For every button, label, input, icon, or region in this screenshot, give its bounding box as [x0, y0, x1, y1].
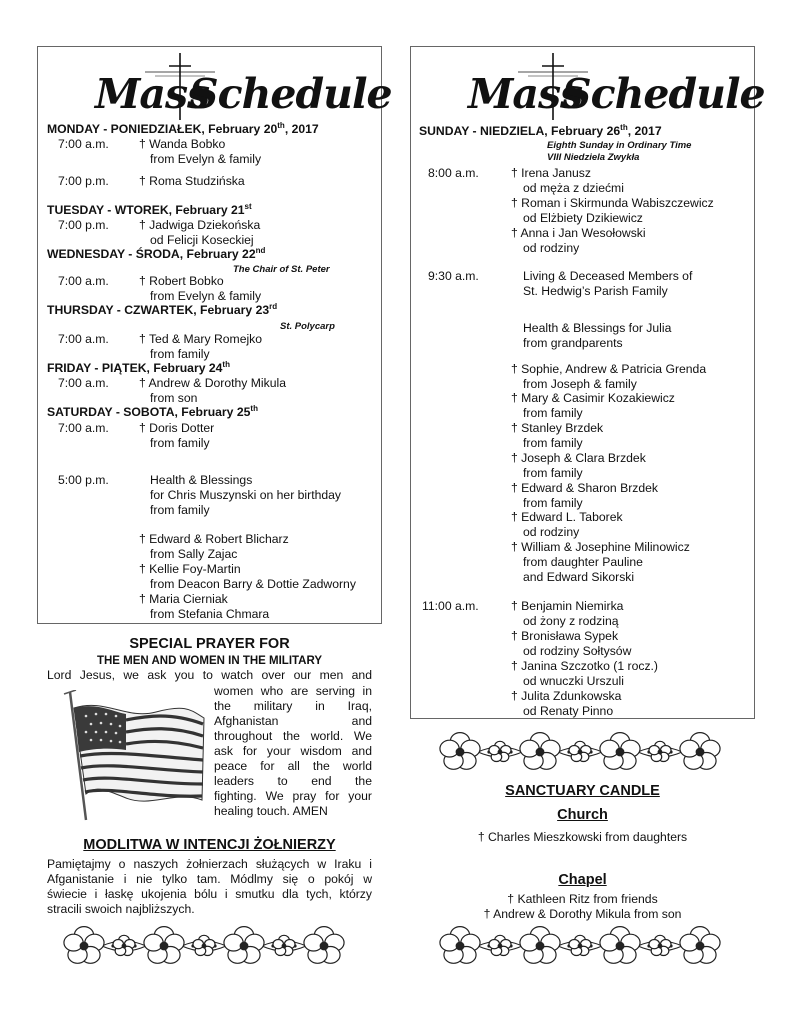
sanctuary-candle-title: SANCTUARY CANDLE [505, 783, 660, 799]
mass-time: 7:00 a.m. [58, 274, 109, 288]
logo-word-mass: Mass [468, 70, 583, 118]
polish-prayer-title: MODLITWA W INTENCJI ŻOŁNIERZY [83, 837, 336, 853]
day-sunday: SUNDAY - NIEDZIELA, February 26th, 2017 [419, 122, 662, 138]
intention-from: od Felicji Koseckiej [150, 233, 254, 247]
mass-time: 7:00 p.m. [58, 218, 109, 232]
intention: † Mary & Casimir Kozakiewicz [511, 391, 675, 405]
church-heading: Church [557, 807, 608, 823]
flower-border [438, 924, 728, 969]
logo-word-mass: Mass [95, 70, 210, 118]
intention: † Ted & Mary Romejko [139, 332, 263, 346]
intention: Health & Blessings for Julia [523, 321, 672, 335]
prayer-line: Lord Jesus, we ask you to watch over our men and [47, 668, 372, 682]
flower-border [438, 730, 728, 775]
intention-from: od wnuczki Urszuli [523, 674, 624, 688]
intention-from: from Sally Zajac [150, 547, 238, 561]
intention: † Bronisława Sypek [511, 629, 619, 643]
feast-label: St. Polycarp [280, 321, 335, 332]
feast-label-polish: VIII Niedziela Zwykła [547, 152, 640, 163]
intention: † William & Josephine Milinowicz [511, 540, 690, 554]
intention: Health & Blessings [150, 473, 253, 487]
intention: † Edward & Sharon Brzdek [511, 481, 659, 495]
prayer-line: peace for all the world [214, 759, 372, 773]
intention: † Benjamin Niemirka [511, 599, 624, 613]
intention-from: and Edward Sikorski [523, 570, 635, 584]
day-monday: MONDAY - PONIEDZIAŁEK, February 20th, 2017 [47, 120, 319, 136]
logo-word-schedule: Schedule [189, 70, 392, 118]
mass-time: 5:00 p.m. [58, 473, 109, 487]
intention-from: from grandparents [523, 336, 623, 350]
day-wednesday: WEDNESDAY - ŚRODA, February 22nd [47, 245, 266, 261]
prayer-line: ask for your wisdom and [214, 744, 372, 758]
intention-from: from daughter Pauline [523, 555, 643, 569]
intention-from: from son [150, 391, 198, 405]
intention-from: od Renaty Pinno [523, 704, 614, 718]
intention-from: od rodziny Sołtysów [523, 644, 632, 658]
intention-from: od żony z rodziną [523, 614, 619, 628]
intention: † Anna i Jan Wesołowski [511, 226, 646, 240]
church-candle-line: † Charles Mieszkowski from daughters [477, 830, 688, 844]
intention: † Janina Szczotko (1 rocz.) [511, 659, 658, 673]
intention: † Maria Cierniak [139, 592, 228, 606]
intention: † Irena Janusz [511, 166, 591, 180]
intention-from: St. Hedwig’s Parish Family [523, 284, 668, 298]
prayer-line: healing touch. AMEN [214, 804, 328, 818]
intention-from: from family [150, 436, 210, 450]
intention: † Jadwiga Dziekońska [139, 218, 261, 232]
logo-word-schedule: Schedule [562, 70, 765, 118]
day-thursday: THURSDAY - CZWARTEK, February 23rd [47, 301, 278, 317]
prayer-line: Afghanistan and [214, 714, 372, 728]
mass-schedule-logo [458, 50, 765, 122]
intention: † Wanda Bobko [139, 137, 226, 151]
intention: † Edward & Robert Blicharz [139, 532, 289, 546]
flag-illustration [56, 690, 206, 822]
mass-schedule-logo [85, 50, 392, 122]
prayer-line: fighting. We pray for your [214, 789, 372, 803]
prayer-line: leaders to end the [214, 774, 372, 788]
intention: † Robert Bobko [139, 274, 224, 288]
flower-border [62, 924, 352, 969]
mass-time: 7:00 a.m. [58, 332, 109, 346]
day-saturday: SATURDAY - SOBOTA, February 25th [47, 403, 258, 419]
intention: † Joseph & Clara Brzdek [511, 451, 646, 465]
intention-from: from Joseph & family [523, 377, 637, 391]
intention-from: od rodziny [523, 525, 580, 539]
mass-time: 9:30 a.m. [428, 269, 479, 283]
chapel-candle-line: † Andrew & Dorothy Mikula from son [483, 907, 682, 921]
intention: † Kellie Foy-Martin [139, 562, 241, 576]
chapel-heading: Chapel [558, 872, 607, 888]
special-prayer-title: SPECIAL PRAYER FOR [129, 636, 290, 652]
intention-from: from family [523, 406, 583, 420]
intention-from: from family [523, 466, 583, 480]
intention: † Andrew & Dorothy Mikula [139, 376, 286, 390]
intention: † Stanley Brzdek [511, 421, 604, 435]
mass-time: 7:00 a.m. [58, 376, 109, 390]
intention: † Doris Dotter [139, 421, 215, 435]
intention-from: from Deacon Barry & Dottie Zadworny [150, 577, 356, 591]
mass-time: 7:00 a.m. [58, 421, 109, 435]
intention-from: from family [150, 503, 210, 517]
mass-time: 7:00 p.m. [58, 174, 109, 188]
chapel-candle-line: † Kathleen Ritz from friends [507, 892, 658, 906]
intention: † Julita Zdunkowska [511, 689, 622, 703]
mass-time: 8:00 a.m. [428, 166, 479, 180]
intention: † Sophie, Andrew & Patricia Grenda [511, 362, 707, 376]
intention: † Edward L. Taborek [511, 510, 623, 524]
polish-prayer-line: Pamiętajmy o naszych żołnierzach służących w Iraku i [47, 857, 372, 871]
intention-from: from family [523, 436, 583, 450]
intention-from: od Elżbiety Dzikiewicz [523, 211, 643, 225]
intention: † Roma Studzińska [139, 174, 245, 188]
prayer-line: throughout the world. We [214, 729, 372, 743]
mass-time: 11:00 a.m. [422, 599, 479, 613]
day-tuesday: TUESDAY - WTOREK, February 21st [47, 201, 252, 217]
intention-from: od męża z dziećmi [523, 181, 624, 195]
prayer-line: women who are serving in [214, 684, 372, 698]
intention-from: from Evelyn & family [150, 289, 262, 303]
intention: Living & Deceased Members of [523, 269, 693, 283]
day-friday: FRIDAY - PIĄTEK, February 24th [47, 359, 230, 375]
feast-label: The Chair of St. Peter [233, 264, 330, 275]
mass-time: 7:00 a.m. [58, 137, 109, 151]
polish-prayer-line: stracili swoich najbliższych. [47, 902, 195, 916]
polish-prayer-line: świecie i łaskę ukojenia bólu i smutku dla tych, którzy [47, 887, 372, 901]
feast-label: Eighth Sunday in Ordinary Time [547, 140, 692, 151]
intention-from: from family [523, 496, 583, 510]
special-prayer-subtitle: THE MEN AND WOMEN IN THE MILITARY [96, 655, 323, 667]
polish-prayer-line: Afganistanie i nie tylko tam. Módlmy się o pokój w [47, 872, 372, 886]
intention-detail: for Chris Muszynski on her birthday [150, 488, 342, 502]
intention-from: from family [150, 347, 210, 361]
prayer-line: the military in Iraq, [214, 699, 372, 713]
intention-from: from Evelyn & family [150, 152, 262, 166]
intention: † Roman i Skirmunda Wabiszczewicz [511, 196, 714, 210]
intention-from: from Stefania Chmara [150, 607, 270, 621]
intention-from: od rodziny [523, 241, 580, 255]
